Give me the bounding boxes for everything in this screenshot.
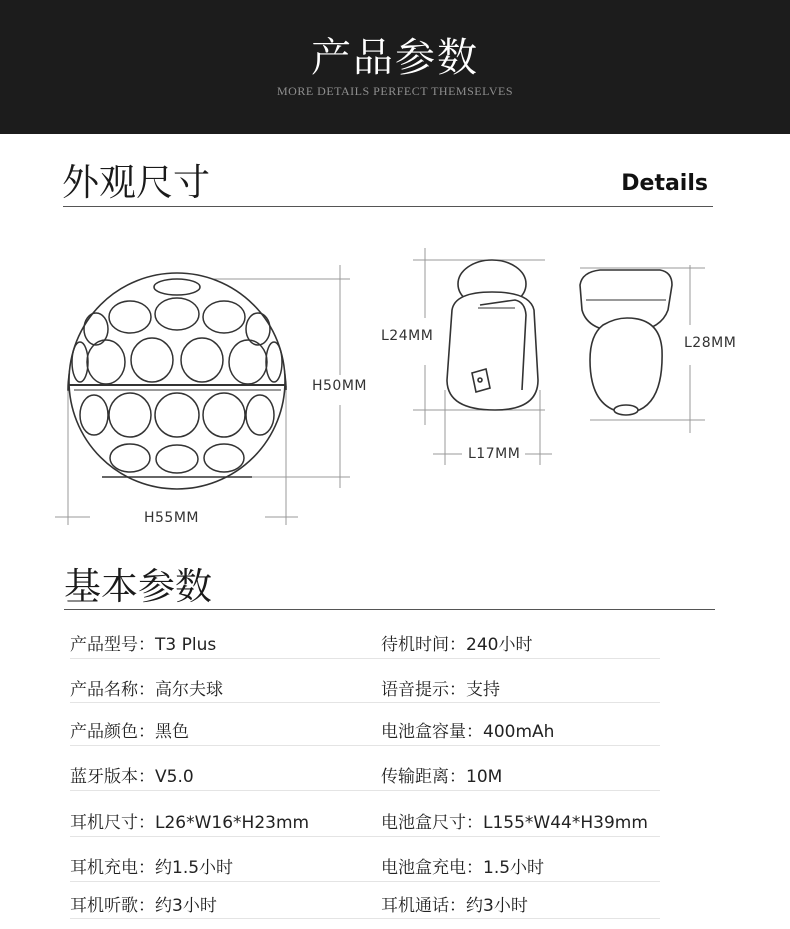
banner-subtitle: MORE DETAILS PERFECT THEMSELVES <box>276 84 513 98</box>
spec-bluetooth-version: 蓝牙版本：V5.0 <box>70 767 194 787</box>
spec-case-size: 电池盒尺寸：L155*W44*H39mm <box>381 813 648 833</box>
spec-standby-time: 待机时间：240小时 <box>381 635 533 655</box>
earbud-side-length-label: L28MM <box>684 335 737 351</box>
earbud-side-view <box>580 270 672 415</box>
product-dimension-diagram <box>0 230 790 530</box>
dimensions-title: 外观尺寸 <box>62 161 210 204</box>
earbud-length-label: L24MM <box>381 328 434 344</box>
row-separator <box>70 881 660 882</box>
banner-title: 产品参数 <box>311 35 479 81</box>
spec-product-name: 产品名称：高尔夫球 <box>70 680 223 700</box>
spec-model: 产品型号：T3 Plus <box>70 635 217 655</box>
spec-music-time: 耳机听歌：约3小时 <box>70 896 217 916</box>
dimensions-divider <box>63 206 713 207</box>
earbud-front-view <box>447 260 538 410</box>
header-banner <box>0 0 790 134</box>
spec-case-capacity: 电池盒容量：400mAh <box>381 722 555 742</box>
spec-call-time: 耳机通话：约3小时 <box>381 896 528 916</box>
row-separator <box>70 790 660 791</box>
row-separator <box>70 658 660 659</box>
specs-title: 基本参数 <box>64 565 212 608</box>
spec-case-charge: 电池盒充电：1.5小时 <box>381 858 545 878</box>
spec-earbud-size: 耳机尺寸：L26*W16*H23mm <box>70 813 310 833</box>
row-separator <box>70 918 660 919</box>
row-separator <box>70 836 660 837</box>
spec-earbud-charge: 耳机充电：约1.5小时 <box>70 858 234 878</box>
case-width-label: H55MM <box>144 510 199 526</box>
details-label: Details <box>621 171 708 196</box>
specs-divider <box>64 609 715 610</box>
case-height-label: H50MM <box>312 378 367 394</box>
spec-transmission-range: 传输距离：10M <box>381 767 503 787</box>
spec-color: 产品颜色：黑色 <box>70 722 189 742</box>
spec-voice-prompt: 语音提示：支持 <box>381 680 500 700</box>
row-separator <box>70 702 660 703</box>
earbud-width-label: L17MM <box>468 446 521 462</box>
golf-ball-case <box>68 273 286 489</box>
row-separator <box>70 745 660 746</box>
